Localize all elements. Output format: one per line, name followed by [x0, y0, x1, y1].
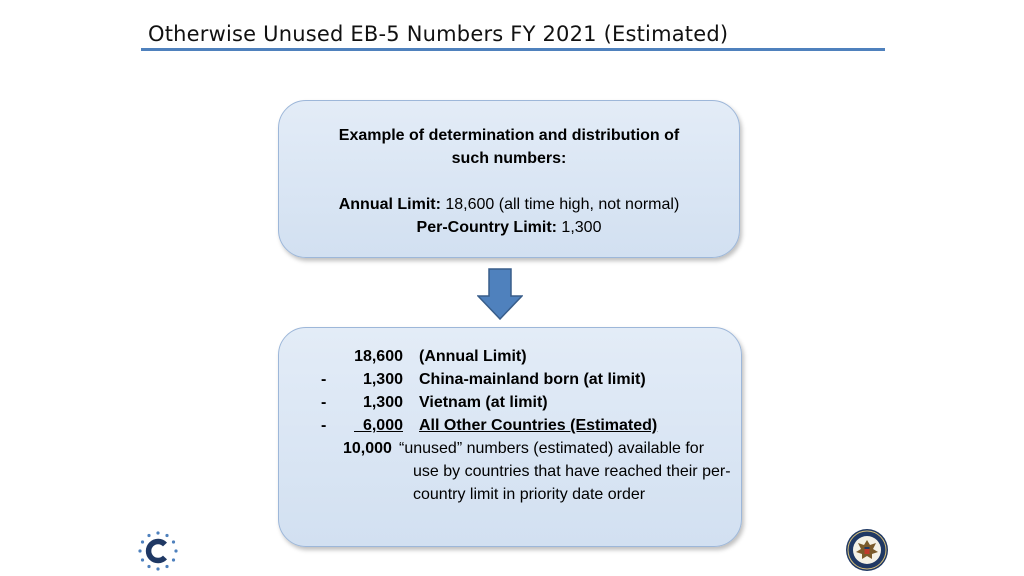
down-arrow-icon	[477, 268, 523, 320]
calc-row-number: 1,300	[362, 394, 403, 411]
example-heading-line2: such numbers:	[451, 150, 567, 167]
calc-row-number: 6,000	[362, 417, 403, 434]
calc-row-sign: -	[321, 394, 327, 411]
annual-limit-label: Annual Limit:	[338, 196, 441, 213]
calculation-box	[278, 327, 742, 547]
calc-row-sign: -	[321, 417, 327, 434]
calc-row-sign: -	[321, 371, 327, 388]
title-underline-rule	[141, 48, 885, 51]
annual-limit-line	[279, 193, 739, 216]
per-country-limit-value: 1,300	[556, 219, 602, 236]
calc-row-label: Vietnam (at limit)	[419, 394, 548, 411]
c-circle-of-stars-logo	[136, 529, 180, 573]
calc-row-label: China-mainland born (at limit)	[419, 371, 646, 388]
per-country-limit-line	[279, 216, 739, 239]
calc-row-label: (Annual Limit)	[419, 348, 527, 365]
per-country-limit-label: Per-Country Limit:	[416, 219, 557, 236]
limits-example-box	[278, 100, 740, 258]
department-of-state-seal	[845, 528, 889, 572]
slide-title: Otherwise Unused EB-5 Numbers FY 2021 (Estimated)	[148, 22, 729, 46]
calc-row-number: 1,300	[362, 371, 403, 388]
calc-result-number: 10,000	[343, 440, 392, 457]
calc-result-text: “unused” numbers (estimated) available for use by countries that have reached their per-country limit in priority date order	[399, 440, 731, 503]
calc-row-number: 18,600	[354, 348, 403, 365]
calc-row-label: All Other Countries (Estimated)	[419, 417, 658, 434]
example-heading	[279, 124, 739, 170]
example-heading-line1: Example of determination and distribution of	[338, 127, 680, 144]
annual-limit-value: 18,600 (all time high, not normal)	[440, 196, 680, 213]
